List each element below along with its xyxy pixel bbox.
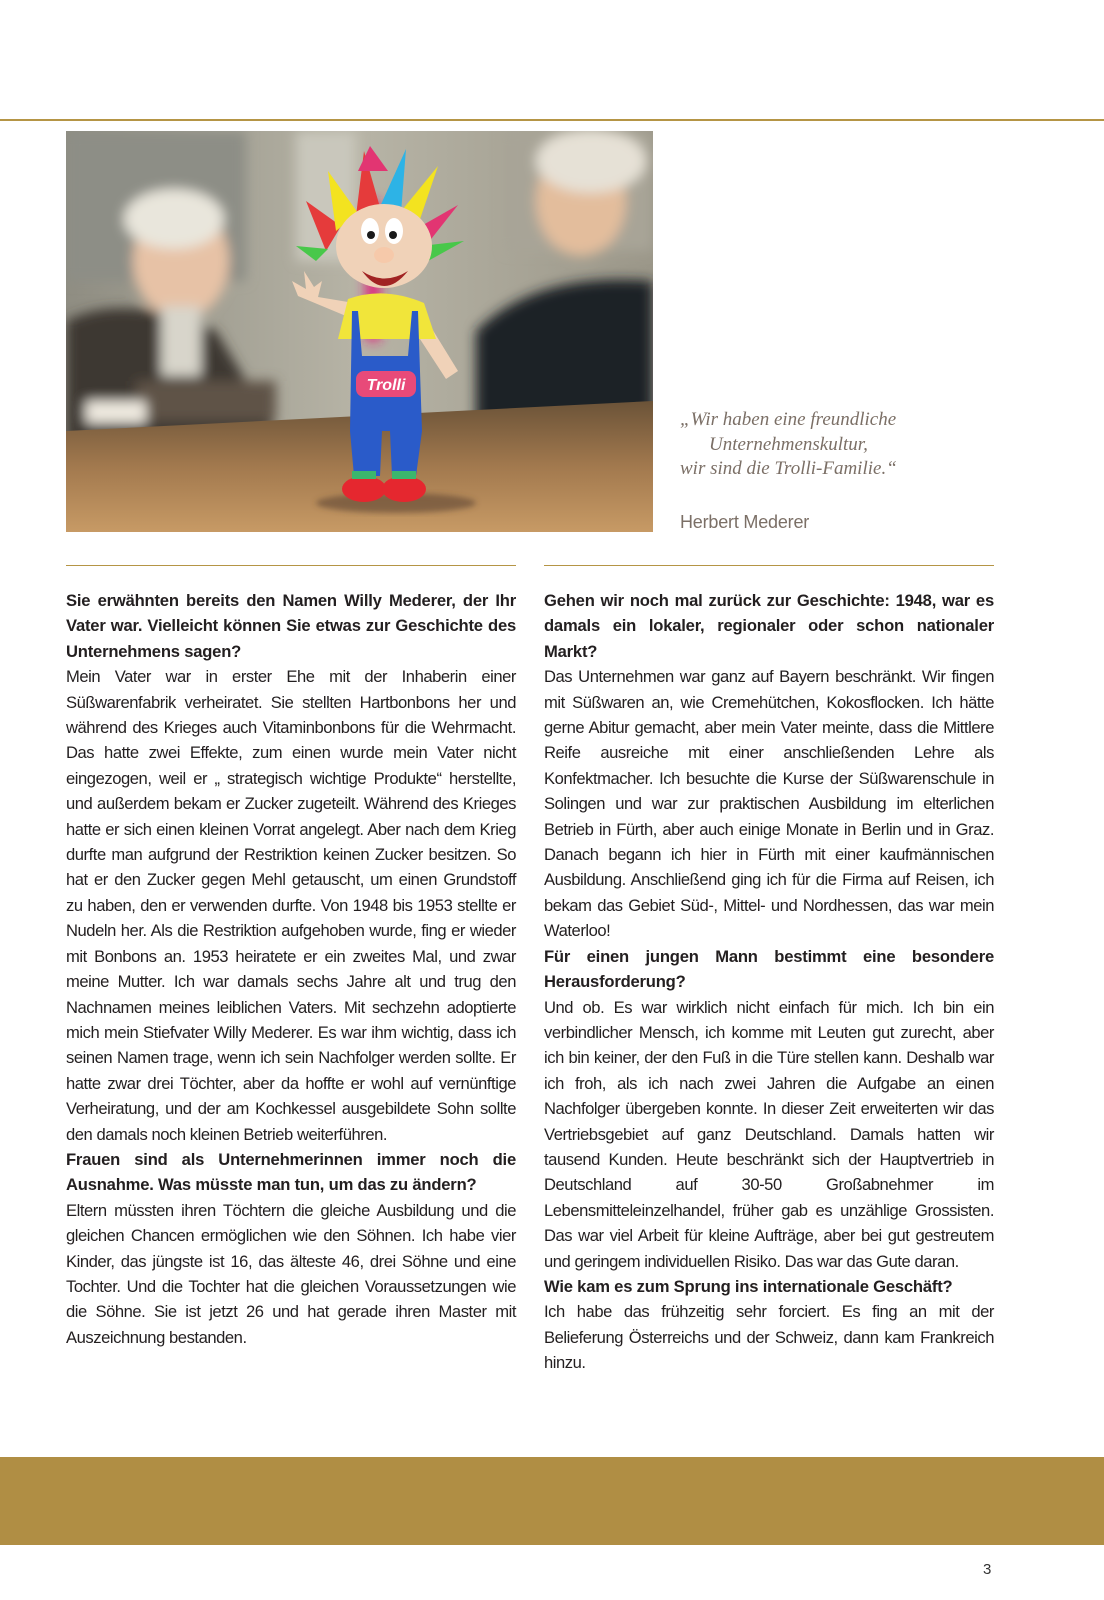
pull-quote-author: Herbert Mederer [680, 512, 810, 532]
footer-band [0, 1457, 1104, 1545]
interview-question: Für einen jungen Mann bestimmt eine besondere Herausforderung? [544, 946, 994, 992]
right-column-rule [544, 565, 994, 566]
interview-question: Frauen sind als Unternehmerinnen immer noch die Ausnahme. Was müsste man tun, um das zu ändern? [66, 1149, 516, 1195]
pull-quote-line-3: wir sind die Trolli-Familie.“ [680, 458, 897, 479]
photo-trolli-mascot [66, 131, 653, 532]
interview-answer: Und ob. Es war wirklich nicht einfach für mich. Ich bin ein verbindlicher Mensch, ich komme mit Leuten gut zurecht, aber ich bin keiner, der den Fuß in die Türe stellen kann. Deshalb war ich froh, als ich nach zwei Jahren die Aufgabe an einen Nachfolger übergeben konnte. In dieser Zeit erweiterten wir das Vertriebsgebiet auf ganz Deutschland. Damals hatten wir tausend Kunden. Heute beschränkt sich der Hauptvertrieb in Deutschland auf 30-50 Großabnehmer im Lebensmitteleinzelhandel, früher gab es unzählige Grossisten. Das war viel Arbeit für kleine Aufträge, aber bei gut gestreutem und geringem individuellen Risiko. Das war das Gute daran. [544, 997, 994, 1271]
top-rule [0, 119, 1104, 121]
interview-answer: Mein Vater war in erster Ehe mit der Inhaberin einer Süßwarenfabrik verheiratet. Sie stellten Hartbonbons her und während des Krieges auch Vitaminbonbons für die Wehrmacht. Das hatte zwei Effekte, zum einen wurde mein Vater nicht eingezogen, weil er „ strategisch wichtige Produkte“ herstellte, und außerdem bekam er Zucker zugeteilt. Während des Krieges hatte er sich einen kleinen Vorrat angelegt. Aber nach dem Krieg durfte man aufgrund der Restriktion keinen Zucker besitzen. So hat er den Zucker gegen Mehl getauscht, um einen Grundstoff zu haben, den er verwenden durfte. Von 1948 bis 1953 stellte er Nudeln her. Als die Restriktion aufgehoben wurde, fing er wieder mit Bonbons an. 1953 heiratete er ein zweites Mal, und zwar meine Mutter. Ich war damals sechs Jahre alt und trug den Nachnamen meines leiblichen Vaters. Mit sechzehn adoptierte mich mein Stiefvater Willy Mederer. Es war ihm wichtig, dass ich seinen Namen trage, wenn ich sein Nachfolger werden sollte. Er hatte zwar drei Töchter, aber da hoffte er wohl auf vernünftige Verheiratung, und der am Kochkessel ausgebildete Sohn sollte den damals noch kleinen Betrieb weiterführen. [66, 667, 516, 1144]
photo-logo-text: Trolli [366, 377, 406, 394]
right-column [544, 588, 994, 1376]
interview-question: Wie kam es zum Sprung ins internationale Geschäft? [544, 1276, 953, 1296]
pull-quote-line-2: Unternehmenskultur, [709, 433, 868, 455]
left-column [66, 588, 516, 1350]
page-number: 3 [983, 1561, 992, 1578]
interview-question: Sie erwähnten bereits den Namen Willy Mederer, der Ihr Vater war. Vielleicht können Sie etwas zur Geschichte des Unternehmens sagen? [66, 591, 516, 661]
interview-answer: Ich habe das frühzeitig sehr forciert. Es fing an mit der Belieferung Österreichs und der Schweiz, dann kam Frankreich hinzu. [544, 1302, 994, 1373]
interview-question: Gehen wir noch mal zurück zur Geschichte: 1948, war es damals ein lokaler, regionaler oder schon nationaler Markt? [544, 591, 994, 661]
left-column-rule [66, 565, 516, 566]
interview-answer: Eltern müssten ihren Töchtern die gleiche Ausbildung und die gleichen Chancen ermöglichen wie den Söhnen. Ich habe vier Kinder, das jüngste ist 16, das älteste 46, drei Söhne und eine Tochter. Und die Tochter hat die gleichen Voraussetzungen wie die Söhne. Sie ist jetzt 26 und hat gerade ihren Master mit Auszeichnung bestanden. [66, 1200, 516, 1347]
pull-quote-line-1: „Wir haben eine freundliche [680, 409, 897, 430]
photo-illustration [66, 131, 653, 532]
interview-answer: Das Unternehmen war ganz auf Bayern beschränkt. Wir fingen mit Süßwaren an, wie Cremehütchen, Kokosflocken. Ich hätte gerne Abitur gemacht, aber mein Vater meinte, dass die Mittlere Reife ausreiche mit einer anschließenden Lehre als Konfektmacher. Ich besuchte die Kurse der Süßwarenschule in Solingen und war zur praktischen Ausbildung im elterlichen Betrieb in Fürth, aber auch einige Monate in Berlin und in Graz. Danach begann ich hier in Fürth mit einer kaufmännischen Ausbildung. Anschließend ging ich für die Firma auf Reisen, ich bekam das Gebiet Süd-, Mittel- und Nordhessen, das war mein Waterloo! [544, 667, 994, 941]
pull-quote [680, 408, 980, 482]
